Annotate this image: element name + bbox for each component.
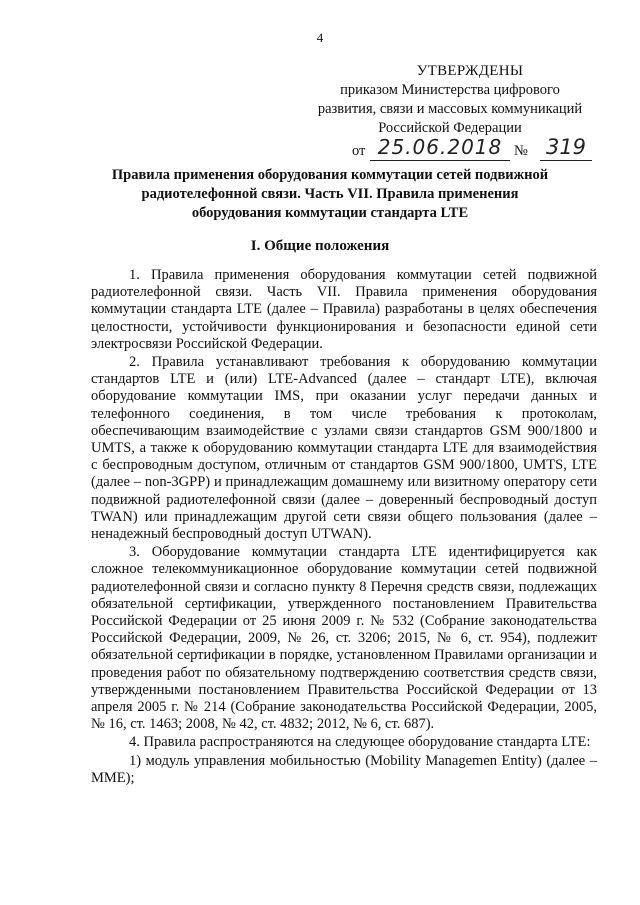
paragraph-3: 3. Оборудование коммутации стандарта LTE идентифицируется как сложное телекоммуникационное оборудование коммутации сетей подвижной радиотелефонной связи и согласно пункту 8 Перечня средств связи, подлежащих обязательной сертификации, утвержденного постановлением Правительства Российской Федерации от 25 июня 2009 г. № 532 (Собрание законодательства Российской Федерации, 2009, № 26, ст. 3206; 2015, № 6, ст. 954), подлежит обязательной сертификации в порядке, установленном Правилами организации и проведения работ по обязательному подтверждению соответствия средств связи, утвержденными постановлением Правительства Российской Федерации от 13 апреля 2005 г. № 214 (Собрание законодательства Российской Федерации, 2005, № 16, ст. 1463; 2008, № 42, ст. 4832; 2012, № 6, ст. 687). [91, 544, 597, 733]
document-title [70, 166, 590, 223]
title-line: оборудования коммутации стандарта LTE [191, 205, 469, 221]
approval-block [300, 62, 600, 164]
approval-date-line [300, 135, 600, 164]
approval-line: приказом Министерства цифрового [340, 82, 560, 98]
paragraph-4: 4. Правила распространяются на следующее оборудование стандарта LTE: [129, 734, 591, 751]
handwritten-date: 25.06.2018 [370, 134, 510, 161]
section-heading: I. Общие положения [250, 238, 390, 254]
approval-heading: УТВЕРЖДЕНЫ [416, 63, 524, 79]
title-line: Правила применения оборудования коммутации сетей подвижной [111, 167, 549, 183]
paragraph-1: 1. Правила применения оборудования коммутации сетей подвижной радиотелефонной связи. Часть VII. Правила применения оборудования коммутации стандарта LTE (далее – Правила) разработаны в целях обеспечения целостности, устойчивости функционирования и безопасности единой сети электросвязи Российской Федерации. [91, 267, 597, 352]
approval-line: Российской Федерации [378, 120, 522, 136]
paragraph-5: 1) модуль управления мобильностью (Mobility Managemen Entity) (далее – MME); [91, 752, 597, 786]
page-number: 4 [316, 30, 324, 45]
approval-line: развития, связи и массовых коммуникаций [317, 101, 583, 117]
date-prefix: от [352, 143, 366, 159]
body-text [91, 267, 597, 787]
handwritten-number: 319 [540, 134, 592, 161]
number-prefix: № [514, 143, 528, 159]
paragraph-2: 2. Правила устанавливают требования к оборудованию коммутации стандартов LTE и (или) LTE-Advanced (далее – стандарт LTE), включая оборудование коммутации IMS, при оказании услуг передачи данных и телефонного соединения, в том числе требования к протоколам, обеспечивающим взаимодействие с узлами связи стандартов GSM 900/1800 и UMTS, а также к оборудованию коммутации стандарта LTE для взаимодействия с беспроводным доступом, отличным от стандартов GSM 900/1800, UMTS, LTE (далее – non-3GPP) и принадлежащим домашнему или визитному оператору сети подвижной радиотелефонной связи (далее – доверенный беспроводный доступ TWAN) или принадлежащим другой сети связи общего пользования (далее – ненадежный беспроводный доступ UTWAN). [91, 354, 597, 543]
title-line: радиотелефонной связи. Часть VII. Правила применения [141, 186, 519, 202]
